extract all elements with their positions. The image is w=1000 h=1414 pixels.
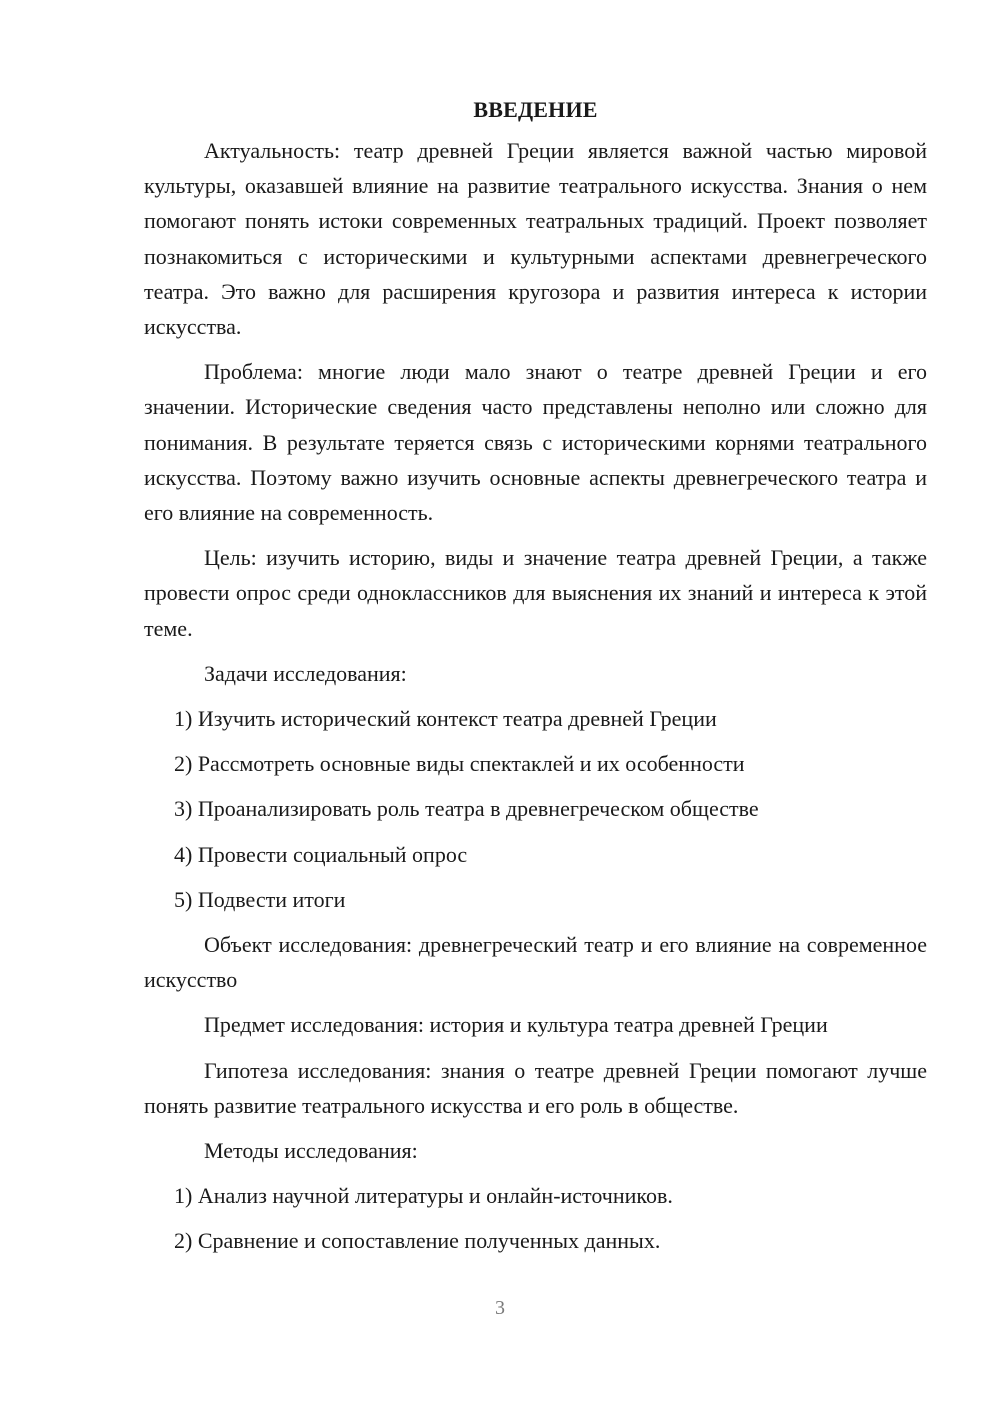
method-item: 2) Сравнение и сопоставление полученных данных. (174, 1228, 661, 1254)
subject-paragraph: Предмет исследования: история и культура театра древней Греции (204, 1012, 828, 1038)
page-number: 3 (495, 1297, 505, 1319)
document-page (144, 92, 927, 1269)
task-item: 3) Проанализировать роль театра в древнегреческом обществе (174, 796, 759, 822)
tasks-heading: Задачи исследования: (204, 660, 407, 686)
method-item: 1) Анализ научной литературы и онлайн-источников. (174, 1183, 673, 1209)
methods-heading: Методы исследования: (204, 1138, 418, 1164)
task-item: 4) Провести социальный опрос (174, 841, 468, 867)
task-item: 5) Подвести итоги (174, 886, 346, 912)
task-item: 1) Изучить исторический контекст театра древней Греции (174, 706, 717, 732)
goal-paragraph: Цель: изучить историю, виды и значение театра древней Греции, а также провести опрос среди одноклассников для выяснения их знаний и интереса к этой теме. (144, 545, 927, 641)
object-paragraph: Объект исследования: древнегреческий театр и его влияние на современное искусство (144, 932, 927, 993)
hypothesis-paragraph: Гипотеза исследования: знания о театре древней Греции помогают лучше понять развитие театрального искусства и его роль в обществе. (144, 1057, 927, 1118)
problem-paragraph: Проблема: многие люди мало знают о театре древней Греции и его значении. Исторические сведения часто представлены неполно или сложно для понимания. В результате теряется связь с историческими корнями театрального искусства. Поэтому важно изучить основные аспекты древнегреческого театра и его влияние на современность. (144, 359, 927, 526)
relevance-paragraph: Актуальность: театр древней Греции является важной частью мировой культуры, оказавшей влияние на развитие театрального искусства. Знания о нем помогают понять истоки современных театральных традиций. Проект позволяет познакомиться с историческими и культурными аспектами древнегреческого театра. Это важно для расширения кругозора и развития интереса к истории искусства. (144, 138, 927, 340)
tasks-list (144, 701, 927, 917)
methods-list (144, 1178, 927, 1258)
task-item: 2) Рассмотреть основные виды спектаклей и их особенности (174, 751, 745, 777)
document-title: ВВЕДЕНИЕ (473, 97, 598, 122)
